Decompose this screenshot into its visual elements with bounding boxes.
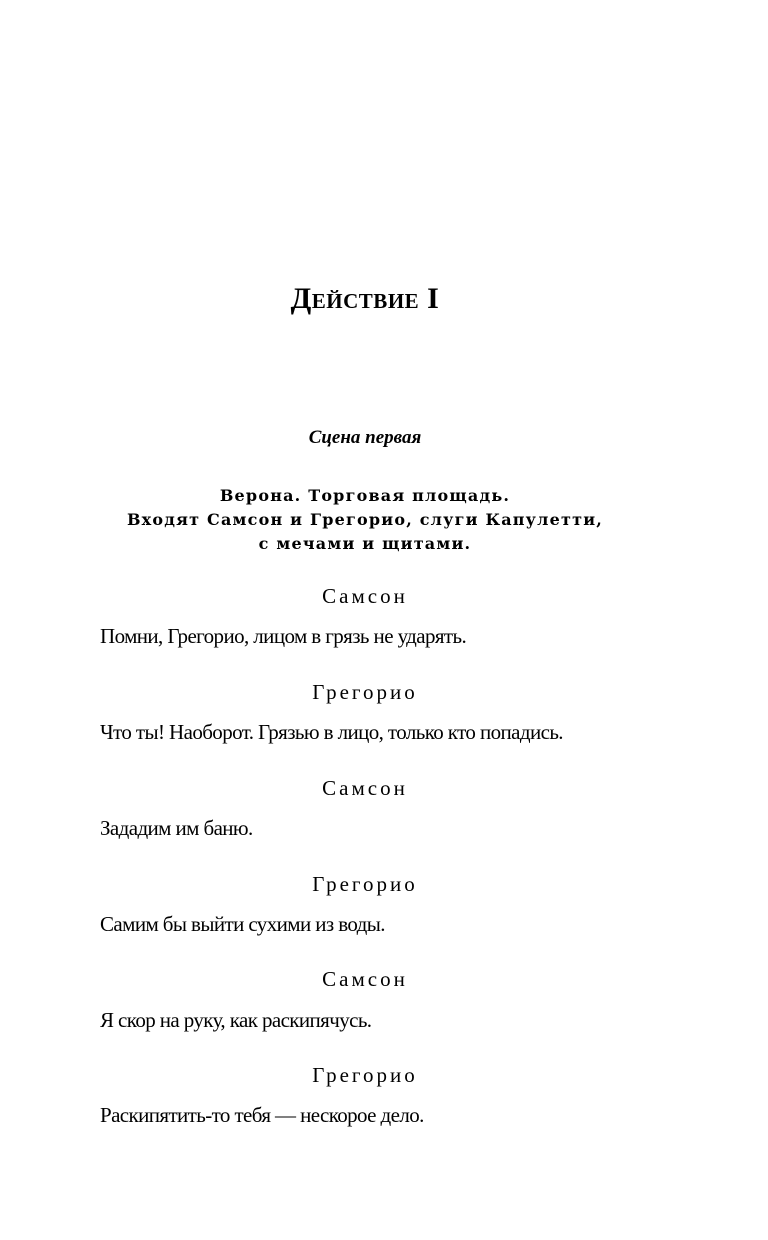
- stage-direction: [0, 484, 730, 556]
- stage-direction-line: Верона. Торговая площадь.: [219, 486, 511, 505]
- dialogue-line: Самим бы выйти сухими из воды.: [100, 912, 385, 936]
- dialogue-line: Я скор на руку, как раскипячусь.: [100, 1008, 372, 1032]
- dialogue-line: Раскипятить-то тебя — нескорое дело.: [100, 1103, 424, 1127]
- speaker-name: Самсон: [322, 584, 408, 608]
- speaker-name: Грегорио: [312, 1063, 418, 1087]
- dialogue-line: Что ты! Наоборот. Грязью в лицо, только кто попадись.: [100, 720, 563, 744]
- stage-direction-line: Входят Самсон и Грегорио, слуги Капулетти,: [126, 510, 604, 529]
- dialogue-line: Помни, Грегорио, лицом в грязь не ударять.: [100, 624, 467, 648]
- act-title: Действие I: [290, 282, 440, 315]
- speaker-name: Самсон: [322, 967, 408, 991]
- stage-direction-line: с мечами и щитами.: [258, 534, 472, 553]
- dialogue-line: Зададим им баню.: [100, 816, 253, 840]
- speaker-name: Самсон: [322, 776, 408, 800]
- speaker-name: Грегорио: [312, 872, 418, 896]
- scene-title: Сцена первая: [308, 427, 422, 448]
- speaker-name: Грегорио: [312, 680, 418, 704]
